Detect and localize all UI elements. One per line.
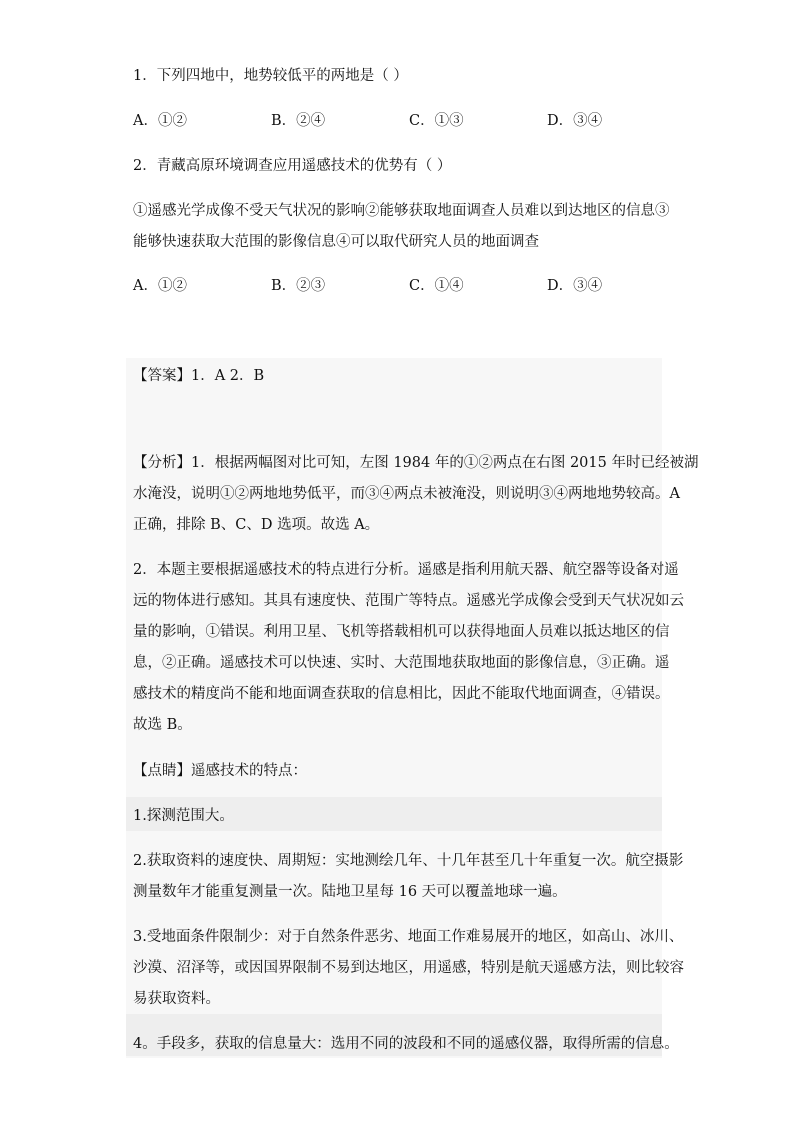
analysis-p2-line-4: 息，②正确。遥感技术可以快速、实时、大范围地获取地面的影像信息，③正确。遥 xyxy=(133,655,670,671)
answer-line xyxy=(133,366,264,386)
dianjing-item-4: 4。手段多，获取的信息量大：选用不同的波段和不同的遥感仪器，取得所需的信息。 xyxy=(133,1036,679,1052)
question-2-stem: 2．青藏高原环境调查应用遥感技术的优势有（ ） xyxy=(133,158,452,174)
analysis-p2-line-6: 故选 B。 xyxy=(133,717,192,733)
question-2-option-a: A．①② xyxy=(133,278,187,294)
question-2-options xyxy=(133,276,633,296)
question-1-option-d: D．③④ xyxy=(547,113,603,129)
question-1-option-a: A．①② xyxy=(133,113,187,129)
question-1-option-b: B．②④ xyxy=(271,113,326,129)
dianjing-title: 遥感技术的特点： xyxy=(191,763,307,779)
dianjing-item-2-line-2: 测量数年才能重复测量一次。陆地卫星每 16 天可以覆盖地球一遍。 xyxy=(133,884,567,900)
dianjing-item-3-line-3: 易获取资料。 xyxy=(133,991,220,1007)
question-2-option-b: B．②③ xyxy=(271,278,326,294)
question-2-statements-line-2: 能够快速获取大范围的影像信息④可以取代研究人员的地面调查 xyxy=(133,234,539,250)
dianjing-item-3-line-1: 3.受地面条件限制少：对于自然条件恶劣、地面工作难易展开的地区，如高山、冰川、 xyxy=(133,929,684,945)
question-2-statements-line-1: ①遥感光学成像不受天气状况的影响②能够获取地面调查人员难以到达地区的信息③ xyxy=(133,203,670,219)
question-2-option-c: C．①④ xyxy=(409,278,464,294)
dianjing-item-2-line-1: 2.获取资料的速度快、周期短：实地测绘几年、十几年甚至几十年重复一次。航空摄影 xyxy=(133,853,684,869)
analysis-line-3: 正确，排除 B、C、D 选项。故选 A。 xyxy=(133,517,380,533)
analysis-label: 【分析】 xyxy=(133,455,191,471)
analysis-line-2: 水淹没，说明①②两地地势低平，而③④两点未被淹没，则说明③④两地地势较高。A xyxy=(133,486,680,502)
analysis-line-1 xyxy=(133,453,698,473)
answer-text: 1．A 2．B xyxy=(191,368,265,384)
answer-label: 【答案】 xyxy=(133,368,191,384)
analysis-p2-line-2: 远的物体进行感知。其具有速度快、范围广等特点。遥感光学成像会受到天气状况如云 xyxy=(133,593,684,609)
question-1-stem: 1．下列四地中，地势较低平的两地是（ ） xyxy=(133,68,408,84)
dianjing-heading xyxy=(133,761,307,781)
dianjing-label: 【点睛】 xyxy=(133,763,191,779)
question-1-option-c: C．①③ xyxy=(409,113,464,129)
analysis-p2-line-5: 感技术的精度尚不能和地面调查获取的信息相比，因此不能取代地面调查，④错误。 xyxy=(133,686,670,702)
analysis-p2-line-3: 量的影响，①错误。利用卫星、飞机等搭载相机可以获得地面人员难以抵达地区的信 xyxy=(133,624,670,640)
analysis-p2-line-1: 2．本题主要根据遥感技术的特点进行分析。遥感是指利用航天器、航空器等设备对遥 xyxy=(133,562,679,578)
dianjing-item-1: 1.探测范围大。 xyxy=(133,808,234,824)
analysis-text-1: 1．根据两幅图对比可知，左图 1984 年的①②两点在右图 2015 年时已经被湖 xyxy=(191,455,699,471)
question-2-option-d: D．③④ xyxy=(547,278,603,294)
dianjing-item-3-line-2: 沙漠、沼泽等，或因国界限制不易到达地区，用遥感，特别是航天遥感方法，则比较容 xyxy=(133,960,684,976)
question-1-options xyxy=(133,111,633,131)
